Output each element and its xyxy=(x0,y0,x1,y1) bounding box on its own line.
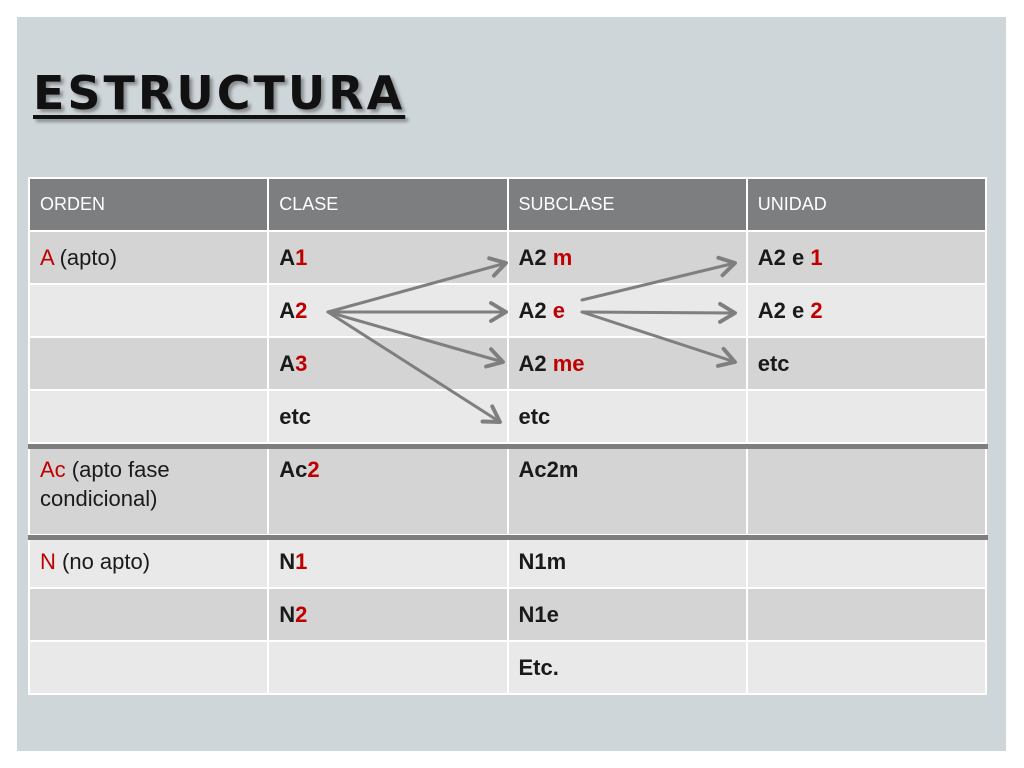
header-clase: CLASE xyxy=(268,178,507,231)
unidad-base: A2 e xyxy=(757,298,811,323)
clase-cell xyxy=(268,443,507,535)
clase-text: etc xyxy=(279,404,312,429)
subclase-text: N1e xyxy=(518,602,559,627)
clase-cell xyxy=(268,588,507,641)
clase-cell xyxy=(268,284,507,337)
subclase-text: Ac2m xyxy=(518,457,579,482)
orden-desc: (no apto) xyxy=(55,549,151,574)
subclase-cell xyxy=(508,588,747,641)
table-row xyxy=(29,641,986,694)
subclase-cell xyxy=(508,443,747,535)
clase-base: N xyxy=(279,602,296,627)
clase-cell xyxy=(268,641,507,694)
orden-cell xyxy=(29,390,268,443)
group-separator-line xyxy=(28,535,988,540)
unidad-base: A2 e xyxy=(757,245,811,270)
clase-cell xyxy=(268,535,507,588)
orden-code: Ac xyxy=(40,457,66,482)
clase-num: 2 xyxy=(307,457,320,482)
unidad-cell xyxy=(747,588,986,641)
clase-base: Ac xyxy=(279,457,308,482)
clase-cell xyxy=(268,231,507,284)
clase-base: A xyxy=(279,351,296,376)
unidad-text: etc xyxy=(757,351,790,376)
clase-base: N xyxy=(279,549,296,574)
clase-num: 2 xyxy=(295,298,308,323)
clase-num: 3 xyxy=(295,351,308,376)
group-separator-line xyxy=(28,444,988,449)
structure-table xyxy=(28,177,987,695)
unidad-cell xyxy=(747,231,986,284)
table-row xyxy=(29,231,986,284)
subclase-suffix: m xyxy=(552,245,573,270)
table-row xyxy=(29,337,986,390)
subclase-text: etc xyxy=(518,404,551,429)
subclase-cell xyxy=(508,641,747,694)
table-row xyxy=(29,443,986,535)
subclase-cell xyxy=(508,535,747,588)
clase-base: A xyxy=(279,298,296,323)
orden-cell xyxy=(29,641,268,694)
header-orden: ORDEN xyxy=(29,178,268,231)
clase-num: 1 xyxy=(295,549,308,574)
orden-desc: (apto fase condicional) xyxy=(40,457,170,511)
orden-cell xyxy=(29,535,268,588)
table-row xyxy=(29,390,986,443)
header-subclase: SUBCLASE xyxy=(508,178,747,231)
clase-num: 1 xyxy=(295,245,308,270)
subclase-text: N1m xyxy=(518,549,567,574)
orden-cell xyxy=(29,231,268,284)
subclase-base: A2 xyxy=(518,245,553,270)
clase-cell xyxy=(268,337,507,390)
table-header-row xyxy=(29,178,986,231)
subclase-cell xyxy=(508,390,747,443)
unidad-cell xyxy=(747,535,986,588)
clase-cell xyxy=(268,390,507,443)
table-row xyxy=(29,588,986,641)
table-row xyxy=(29,284,986,337)
unidad-cell xyxy=(747,641,986,694)
unidad-cell xyxy=(747,337,986,390)
orden-cell xyxy=(29,588,268,641)
unidad-suffix: 2 xyxy=(810,298,823,323)
orden-cell xyxy=(29,337,268,390)
subclase-text: Etc. xyxy=(518,655,559,680)
clase-num: 2 xyxy=(295,602,308,627)
orden-code: N xyxy=(40,549,56,574)
unidad-cell xyxy=(747,443,986,535)
clase-base: A xyxy=(279,245,296,270)
header-unidad: UNIDAD xyxy=(747,178,986,231)
subclase-cell xyxy=(508,231,747,284)
orden-desc: (apto) xyxy=(53,245,118,270)
subclase-suffix: e xyxy=(552,298,565,323)
subclase-suffix: me xyxy=(552,351,585,376)
subclase-cell xyxy=(508,284,747,337)
unidad-cell xyxy=(747,390,986,443)
table-row xyxy=(29,535,986,588)
subclase-base: A2 xyxy=(518,351,553,376)
unidad-cell xyxy=(747,284,986,337)
orden-cell xyxy=(29,443,268,535)
orden-code: A xyxy=(40,245,54,270)
unidad-suffix: 1 xyxy=(810,245,823,270)
page-title: ESTRUCTURA xyxy=(33,66,406,120)
subclase-base: A2 xyxy=(518,298,553,323)
orden-cell xyxy=(29,284,268,337)
subclase-cell xyxy=(508,337,747,390)
